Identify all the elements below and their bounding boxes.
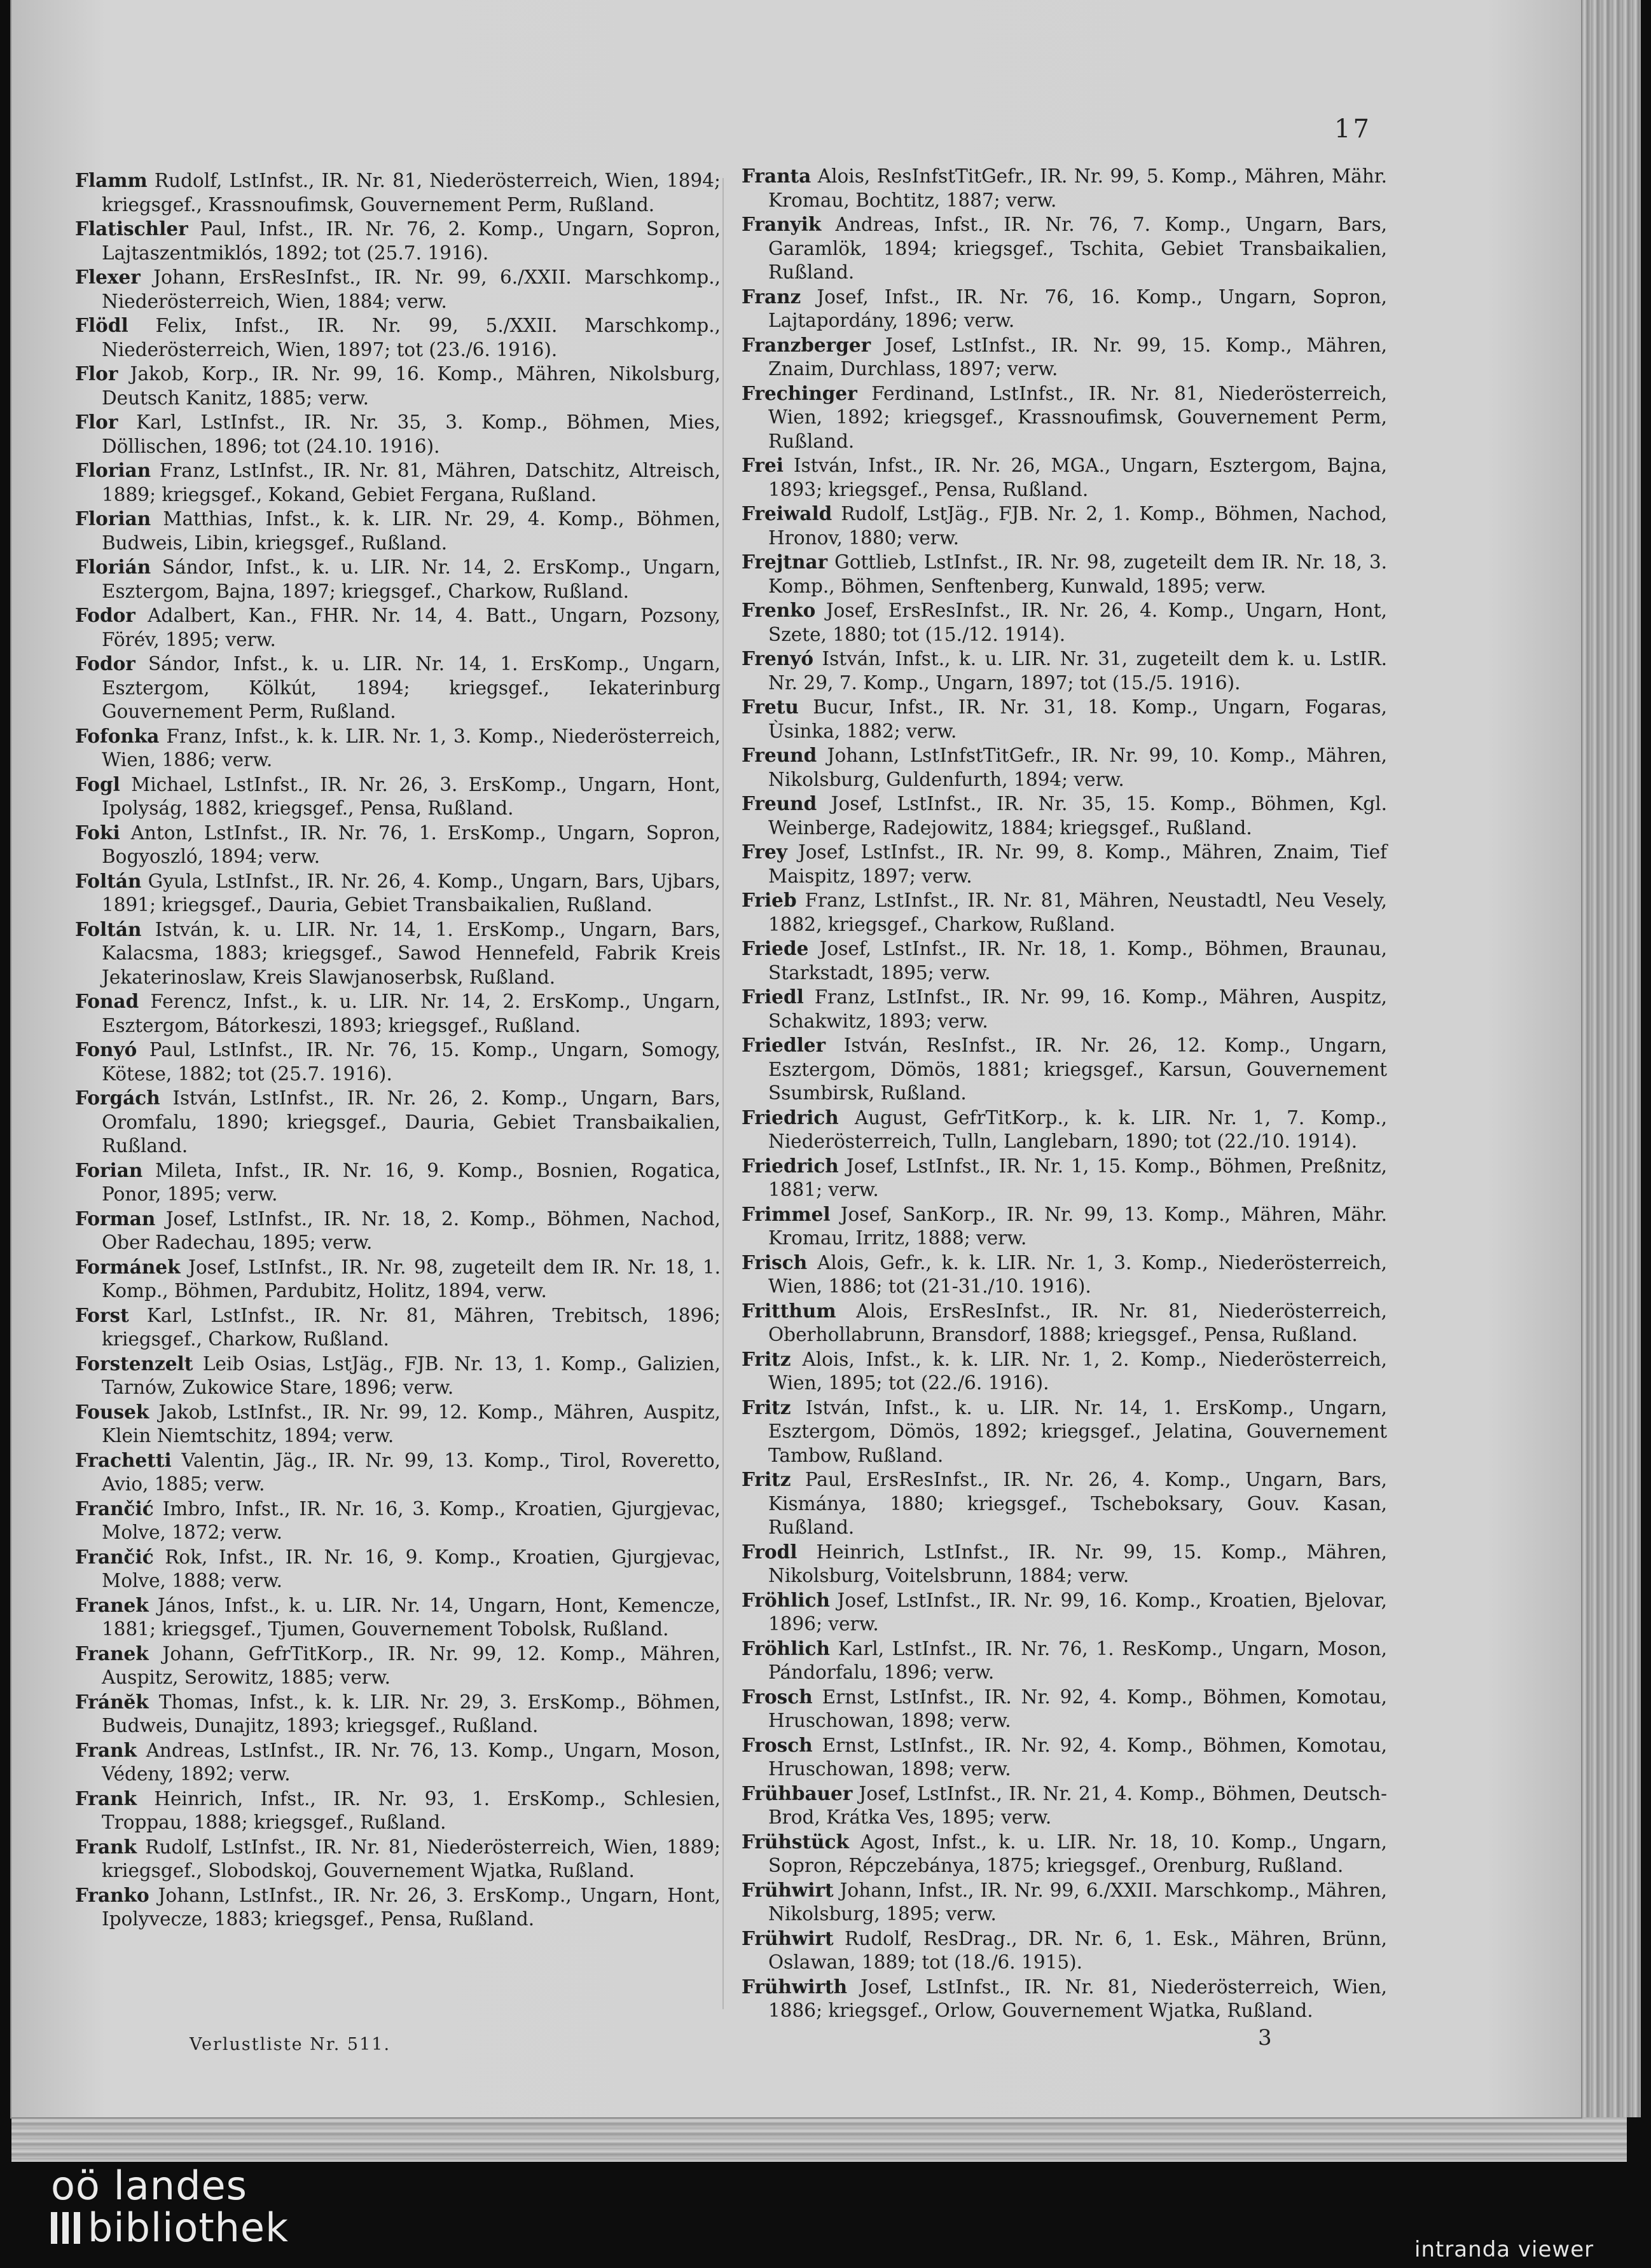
entry-details: Josef, LstInfst., IR. Nr. 21, 4. Komp., Böhmen, Deutsch-Brod, Krátka Ves, 1895; verw. xyxy=(768,1782,1387,1828)
entry-surname: Frank xyxy=(75,1835,137,1858)
entry-surname: Fousek xyxy=(75,1400,149,1423)
entry-surname: Fritthum xyxy=(742,1299,836,1322)
list-entry xyxy=(742,1033,1387,1106)
entry-surname: Flor xyxy=(75,362,118,385)
column-divider xyxy=(722,178,724,2009)
list-entry xyxy=(742,1637,1387,1685)
entry-surname: Fröhlich xyxy=(742,1588,830,1611)
list-entry xyxy=(75,1787,721,1835)
entry-surname: Flexer xyxy=(75,266,141,288)
viewer-brand-label: intranda viewer xyxy=(1414,2237,1594,2262)
list-entry xyxy=(742,1202,1387,1251)
entry-surname: Frühstück xyxy=(742,1830,849,1853)
entry-surname: Frechinger xyxy=(742,381,857,404)
entry-surname: Frank xyxy=(75,1787,137,1810)
entry-details: Sándor, Infst., k. u. LIR. Nr. 14, 2. ErsKomp., Ungarn, Esztergom, Bajna, 1897; kriegsgef., Charkow, Rußland. xyxy=(102,556,721,602)
list-entry xyxy=(742,840,1387,888)
entry-surname: Frosch xyxy=(742,1685,813,1708)
list-entry xyxy=(742,1927,1387,1975)
list-entry xyxy=(742,453,1387,502)
entry-surname: Fröhlich xyxy=(742,1637,830,1660)
entry-details: Mileta, Infst., IR. Nr. 16, 9. Komp., Bosnien, Rogatica, Ponor, 1895; verw. xyxy=(102,1159,721,1205)
entry-surname: Friedl xyxy=(742,986,804,1008)
entry-details: Thomas, Infst., k. k. LIR. Nr. 29, 3. ErsKomp., Böhmen, Budweis, Dunajitz, 1893; kriegsgef., Rußland. xyxy=(102,1691,721,1736)
entry-surname: Frančić xyxy=(75,1497,154,1520)
list-entry xyxy=(742,1975,1387,2023)
entry-surname: Fretu xyxy=(742,696,799,718)
entry-details: Paul, Infst., IR. Nr. 76, 2. Komp., Ungarn, Sopron, Lajtaszentmiklós, 1892; tot (25.7. 1916). xyxy=(102,218,721,264)
entry-details: Johann, Infst., IR. Nr. 99, 6./XXII. Marschkomp., Mähren, Nikolsburg, 1895; verw. xyxy=(768,1879,1387,1925)
entry-details: Adalbert, Kan., FHR. Nr. 14, 4. Batt., Ungarn, Pozsony, Förév, 1895; verw. xyxy=(102,605,721,650)
entry-details: Alois, ResInfstTitGefr., IR. Nr. 99, 5. Komp., Mähren, Mähr. Kromau, Bochtitz, 1887; verw. xyxy=(768,165,1387,211)
entry-details: Franz, LstInfst., IR. Nr. 81, Mähren, Datschitz, Altreisch, 1889; kriegsgef., Kokand, Gebiet Fergana, Rußland. xyxy=(102,460,721,505)
list-entry xyxy=(742,647,1387,695)
list-entry xyxy=(742,1467,1387,1540)
list-entry xyxy=(75,1545,721,1593)
list-entry xyxy=(75,869,721,918)
entry-details: Felix, Infst., IR. Nr. 99, 5./XXII. Marschkomp., Niederösterreich, Wien, 1897; tot (23./6. 1916). xyxy=(102,315,721,361)
entry-surname: Formánek xyxy=(75,1255,181,1278)
list-entry xyxy=(742,743,1387,792)
list-entry xyxy=(742,550,1387,598)
entry-surname: Frühwirt xyxy=(742,1878,834,1901)
footer-sheet-number: 3 xyxy=(1258,2025,1272,2051)
entry-surname: Franko xyxy=(75,1883,149,1906)
entry-surname: Frank xyxy=(75,1738,137,1761)
entry-details: Johann, ErsResInfst., IR. Nr. 99, 6./XXII. Marschkomp., Niederösterreich, Wien, 1884; verw. xyxy=(102,266,721,312)
entry-surname: Forstenzelt xyxy=(75,1352,193,1375)
list-entry xyxy=(742,164,1387,212)
entry-details: Josef, LstInfst., IR. Nr. 99, 16. Komp., Kroatien, Bjelovar, 1896; verw. xyxy=(768,1589,1387,1635)
list-entry xyxy=(75,217,721,265)
list-entry xyxy=(742,598,1387,647)
list-entry xyxy=(742,381,1387,454)
entry-details: August, GefrTitKorp., k. k. LIR. Nr. 1, 7. Komp., Niederösterreich, Tulln, Langlebarn, 1890; tot (22./10. 1914). xyxy=(768,1106,1387,1152)
entry-details: Franz, LstInfst., IR. Nr. 99, 16. Komp., Mähren, Auspitz, Schakwitz, 1893; verw. xyxy=(768,986,1387,1032)
entry-surname: Franz xyxy=(742,285,801,308)
entry-details: Jakob, Korp., IR. Nr. 99, 16. Komp., Mähren, Nikolsburg, Deutsch Kanitz, 1885; verw. xyxy=(102,363,721,409)
entry-details: Ernst, LstInfst., IR. Nr. 92, 4. Komp., Böhmen, Komotau, Hruschowan, 1898; verw. xyxy=(768,1734,1387,1780)
entry-surname: Freund xyxy=(742,792,817,814)
list-entry xyxy=(742,1251,1387,1299)
entry-surname: Fritz xyxy=(742,1347,791,1370)
list-entry xyxy=(75,458,721,507)
entry-surname: Frachetti xyxy=(75,1448,172,1471)
entry-details: Karl, LstInfst., IR. Nr. 81, Mähren, Trebitsch, 1896; kriegsgef., Charkow, Rußland. xyxy=(102,1304,721,1350)
list-entry xyxy=(75,265,721,313)
entry-details: Josef, LstInfst., IR. Nr. 81, Niederösterreich, Wien, 1886; kriegsgef., Orlow, Gouvernement Wjatka, Rußland. xyxy=(768,1976,1387,2021)
entry-details: Paul, ErsResInfst., IR. Nr. 26, 4. Komp., Ungarn, Bars, Kismánya, 1880; kriegsgef., Tscheboksary, Gouv. Kasan, Rußland. xyxy=(768,1469,1387,1538)
entry-details: Heinrich, Infst., IR. Nr. 93, 1. ErsKomp., Schlesien, Troppau, 1888; kriegsgef., Rußland. xyxy=(102,1787,721,1833)
entry-surname: Franek xyxy=(75,1642,149,1665)
entry-surname: Frejtnar xyxy=(742,551,828,573)
entry-surname: Forman xyxy=(75,1207,156,1230)
entry-details: Gyula, LstInfst., IR. Nr. 26, 4. Komp., Ungarn, Bars, Ujbars, 1891; kriegsgef., Dauria, Gebiet Transbaikalien, Rußland. xyxy=(102,870,721,916)
logo-line-1: oö landes xyxy=(51,2162,247,2209)
entry-details: Josef, LstInfst., IR. Nr. 99, 15. Komp., Mähren, Znaim, Durchlass, 1897; verw. xyxy=(768,334,1387,380)
list-entry xyxy=(75,724,721,773)
entry-surname: Frei xyxy=(742,454,784,476)
list-entry xyxy=(742,888,1387,937)
entry-surname: Fritz xyxy=(742,1396,791,1419)
list-entry xyxy=(742,1540,1387,1588)
list-entry xyxy=(75,313,721,362)
entry-details: Johann, GefrTitKorp., IR. Nr. 99, 12. Komp., Mähren, Auspitz, Serowitz, 1885; verw. xyxy=(102,1642,721,1688)
entry-details: Leib Osias, LstJäg., FJB. Nr. 13, 1. Komp., Galizien, Tarnów, Zukowice Stare, 1896; verw. xyxy=(102,1352,721,1398)
list-entry xyxy=(742,937,1387,985)
entry-details: Rudolf, LstInfst., IR. Nr. 81, Niederösterreich, Wien, 1894; kriegsgef., Krassnoufimsk, Gouvernement Perm, Rußland. xyxy=(102,170,721,216)
entry-details: Karl, LstInfst., IR. Nr. 35, 3. Komp., Böhmen, Mies, Döllischen, 1896; tot (24.10. 1916). xyxy=(102,411,721,457)
entry-details: Josef, LstInfst., IR. Nr. 1, 15. Komp., Böhmen, Preßnitz, 1881; verw. xyxy=(768,1155,1387,1200)
entry-details: Paul, LstInfst., IR. Nr. 76, 15. Komp., Ungarn, Somogy, Kötese, 1882; tot (25.7. 1916). xyxy=(102,1039,721,1085)
entry-surname: Frühbauer xyxy=(742,1782,853,1804)
list-entry xyxy=(742,1154,1387,1202)
page-stack-edge xyxy=(1571,0,1641,2117)
list-entry xyxy=(75,1158,721,1207)
entry-surname: Flor xyxy=(75,411,118,433)
list-entry xyxy=(75,1690,721,1738)
entry-surname: Fodor xyxy=(75,604,135,626)
entry-details: Ferencz, Infst., k. u. LIR. Nr. 14, 2. ErsKomp., Ungarn, Esztergom, Bátorkeszi, 1893; kriegsgef., Rußland. xyxy=(102,991,721,1036)
list-entry xyxy=(75,1207,721,1255)
entry-details: Heinrich, LstInfst., IR. Nr. 99, 15. Komp., Mähren, Nikolsburg, Voitelsbrunn, 1884; verw. xyxy=(768,1541,1387,1586)
entry-details: Josef, Infst., IR. Nr. 76, 16. Komp., Ungarn, Sopron, Lajtapordány, 1896; verw. xyxy=(768,285,1387,331)
logo-bars-icon xyxy=(51,2212,81,2244)
list-entry xyxy=(75,1255,721,1303)
list-entry xyxy=(75,773,721,821)
entry-surname: Foki xyxy=(75,821,120,844)
list-entry xyxy=(75,652,721,724)
list-entry xyxy=(742,1878,1387,1927)
entry-surname: Forst xyxy=(75,1303,129,1326)
entry-surname: Fritz xyxy=(742,1468,791,1490)
entry-details: Rok, Infst., IR. Nr. 16, 9. Komp., Kroatien, Gjurgjevac, Molve, 1888; verw. xyxy=(102,1546,721,1591)
entry-details: Sándor, Infst., k. u. LIR. Nr. 14, 1. ErsKomp., Ungarn, Esztergom, Kölkút, 1894; kriegsgef., Iekaterinburg Gouvernement Perm, Rußland. xyxy=(102,653,721,722)
entry-surname: Frühwirt xyxy=(742,1927,834,1949)
list-entry xyxy=(742,1588,1387,1637)
entry-details: Anton, LstInfst., IR. Nr. 76, 1. ErsKomp., Ungarn, Sopron, Bogyoszló, 1894; verw. xyxy=(102,821,721,867)
list-entry xyxy=(75,507,721,555)
entry-surname: Franyik xyxy=(742,213,822,235)
entry-details: Alois, Infst., k. k. LIR. Nr. 1, 2. Komp., Niederösterreich, Wien, 1895; tot (22./6. 1916). xyxy=(768,1348,1387,1394)
entry-details: Imbro, Infst., IR. Nr. 16, 3. Komp., Kroatien, Gjurgjevac, Molve, 1872; verw. xyxy=(102,1497,721,1543)
entry-details: Bucur, Infst., IR. Nr. 31, 18. Komp., Ungarn, Fogaras, Ùsinka, 1882; verw. xyxy=(768,696,1387,742)
entry-surname: Freund xyxy=(742,744,817,766)
entry-details: István, Infst., k. u. LIR. Nr. 31, zugeteilt dem k. u. LstIR. Nr. 29, 7. Komp., Ungarn, 1897; tot (15./5. 1916). xyxy=(768,648,1387,694)
library-logo[interactable] xyxy=(51,2162,289,2251)
list-entry xyxy=(742,695,1387,743)
entry-details: Alois, ErsResInfst., IR. Nr. 81, Niederösterreich, Oberhollabrunn, Bransdorf, 1888; kriegsgef., Pensa, Rußland. xyxy=(768,1300,1387,1345)
logo-line-2: bibliothek xyxy=(88,2204,289,2251)
entry-details: János, Infst., k. u. LIR. Nr. 14, Ungarn, Hont, Kemencze, 1881; kriegsgef., Tjumen, Gouvernement Tobolsk, Rußland. xyxy=(102,1594,721,1640)
list-entry xyxy=(75,821,721,869)
entry-surname: Frey xyxy=(742,841,787,863)
list-entry xyxy=(75,918,721,990)
entry-surname: Flatischler xyxy=(75,217,188,240)
list-entry xyxy=(742,212,1387,285)
list-entry xyxy=(75,1642,721,1690)
entry-surname: Fránĕk xyxy=(75,1690,149,1713)
scanned-page xyxy=(11,0,1581,2117)
entry-surname: Franta xyxy=(742,165,812,187)
entry-details: Josef, LstInfst., IR. Nr. 35, 15. Komp., Böhmen, Kgl. Weinberge, Radejowitz, 1884; kriegsgef., Rußland. xyxy=(768,793,1387,839)
entry-surname: Flamm xyxy=(75,169,148,191)
entry-surname: Frosch xyxy=(742,1733,813,1756)
entry-details: Rudolf, ResDrag., DR. Nr. 6, 1. Esk., Mähren, Brünn, Oslawan, 1889; tot (18./6. 1915). xyxy=(768,1927,1387,1973)
entry-details: István, LstInfst., IR. Nr. 26, 2. Komp., Ungarn, Bars, Oromfalu, 1890; kriegsgef., Dauria, Gebiet Transbaikalien, Rußland. xyxy=(102,1087,721,1157)
list-entry xyxy=(742,1733,1387,1782)
entry-surname: Foltán xyxy=(75,869,142,892)
list-entry xyxy=(75,1038,721,1086)
right-column xyxy=(742,164,1387,2023)
entry-details: Johann, LstInfst., IR. Nr. 26, 3. ErsKomp., Ungarn, Hont, Ipolyvecze, 1883; kriegsgef., Pensa, Rußland. xyxy=(102,1884,721,1930)
list-entry xyxy=(742,1299,1387,1347)
entry-details: Valentin, Jäg., IR. Nr. 99, 13. Komp., Tirol, Roveretto, Avio, 1885; verw. xyxy=(102,1449,721,1495)
entry-surname: Frühwirth xyxy=(742,1975,848,1998)
entry-surname: Frenyó xyxy=(742,647,814,670)
entry-details: Karl, LstInfst., IR. Nr. 76, 1. ResKomp., Ungarn, Moson, Pándorfalu, 1896; verw. xyxy=(768,1637,1387,1683)
list-entry xyxy=(742,1396,1387,1468)
list-entry xyxy=(75,1883,721,1932)
list-entry xyxy=(742,985,1387,1033)
left-column xyxy=(75,168,721,1932)
entry-details: Josef, LstInfst., IR. Nr. 99, 8. Komp., Mähren, Znaim, Tief Maispitz, 1897; verw. xyxy=(768,841,1387,887)
entry-details: Ferdinand, LstInfst., IR. Nr. 81, Niederösterreich, Wien, 1892; kriegsgef., Krassnoufimsk, Gouvernement Perm, Rußland. xyxy=(768,382,1387,452)
entry-details: Franz, LstInfst., IR. Nr. 81, Mähren, Neustadtl, Neu Vesely, 1882, kriegsgef., Charkow, Rußland. xyxy=(768,890,1387,935)
entry-surname: Frenko xyxy=(742,599,816,621)
entry-details: Rudolf, LstJäg., FJB. Nr. 2, 1. Komp., Böhmen, Nachod, Hronov, 1880; verw. xyxy=(768,503,1388,549)
entry-details: Rudolf, LstInfst., IR. Nr. 81, Niederösterreich, Wien, 1889; kriegsgef., Slobodskoj, Gouvernement Wjatka, Rußland. xyxy=(102,1836,721,1881)
entry-surname: Fodor xyxy=(75,652,135,675)
list-entry xyxy=(75,1448,721,1497)
footer-list-number: Verlustliste Nr. 511. xyxy=(190,2035,391,2054)
entry-details: Josef, LstInfst., IR. Nr. 18, 2. Komp., Böhmen, Nachod, Ober Radechau, 1895; verw. xyxy=(102,1207,721,1253)
entry-surname: Forgách xyxy=(75,1087,160,1109)
entry-details: Agost, Infst., k. u. LIR. Nr. 18, 10. Komp., Ungarn, Sopron, Répczebánya, 1875; kriegsgef., Orenburg, Rußland. xyxy=(768,1831,1387,1876)
list-entry xyxy=(742,502,1387,550)
entry-details: István, Infst., IR. Nr. 26, MGA., Ungarn, Esztergom, Bajna, 1893; kriegsgef., Pensa, Rußland. xyxy=(768,455,1387,500)
list-entry xyxy=(75,1497,721,1545)
entry-surname: Foltán xyxy=(75,918,142,940)
entry-details: István, k. u. LIR. Nr. 14, 1. ErsKomp., Ungarn, Bars, Kalacsma, 1883; kriegsgef., Sawod Hennefeld, Fabrik Kreis Jekaterinoslaw, Kreis Slawjanoserbsk, Rußland. xyxy=(102,918,721,988)
entry-surname: Frimmel xyxy=(742,1202,831,1225)
entry-surname: Flödl xyxy=(75,314,128,336)
list-entry xyxy=(742,1830,1387,1878)
entry-details: Josef, SanKorp., IR. Nr. 99, 13. Komp., Mähren, Mähr. Kromau, Irritz, 1888; verw. xyxy=(768,1203,1387,1249)
entry-details: Michael, LstInfst., IR. Nr. 26, 3. ErsKomp., Ungarn, Hont, Ipolyság, 1882, kriegsgef., Pensa, Rußland. xyxy=(102,773,721,819)
entry-surname: Franzberger xyxy=(742,333,871,356)
entry-details: Ernst, LstInfst., IR. Nr. 92, 4. Komp., Böhmen, Komotau, Hruschowan, 1898; verw. xyxy=(768,1686,1387,1731)
entry-surname: Fonad xyxy=(75,990,139,1012)
list-entry xyxy=(75,362,721,410)
entry-surname: Florián xyxy=(75,556,151,578)
entry-surname: Forian xyxy=(75,1158,143,1181)
entry-details: Andreas, LstInfst., IR. Nr. 76, 13. Komp., Ungarn, Moson, Védeny, 1892; verw. xyxy=(102,1739,721,1785)
list-entry xyxy=(75,1086,721,1158)
list-entry xyxy=(75,1352,721,1400)
entry-surname: Friedrich xyxy=(742,1106,839,1129)
list-entry xyxy=(75,168,721,217)
list-entry xyxy=(75,1593,721,1642)
list-entry xyxy=(75,410,721,458)
list-entry xyxy=(75,555,721,603)
entry-surname: Fogl xyxy=(75,773,120,795)
logo-line-2-row xyxy=(51,2204,289,2251)
entry-details: Johann, LstInfstTitGefr., IR. Nr. 99, 10. Komp., Mähren, Nikolsburg, Guldenfurth, 1894; verw. xyxy=(768,745,1387,790)
entry-surname: Fofonka xyxy=(75,724,160,747)
entry-details: Josef, LstInfst., IR. Nr. 18, 1. Komp., Böhmen, Braunau, Starkstadt, 1895; verw. xyxy=(768,938,1387,984)
entry-details: Matthias, Infst., k. k. LIR. Nr. 29, 4. Komp., Böhmen, Budweis, Libin, kriegsgef., Rußland. xyxy=(102,508,721,554)
entry-surname: Fonyó xyxy=(75,1038,137,1061)
entry-surname: Friede xyxy=(742,937,809,959)
list-entry xyxy=(75,1835,721,1883)
list-entry xyxy=(742,1347,1387,1396)
entry-details: Jakob, LstInfst., IR. Nr. 99, 12. Komp., Mähren, Auspitz, Klein Niemtschitz, 1894; verw. xyxy=(102,1401,721,1447)
list-entry xyxy=(75,603,721,652)
entry-details: Andreas, Infst., IR. Nr. 76, 7. Komp., Ungarn, Bars, Garamlök, 1894; kriegsgef., Tschita, Gebiet Transbaikalien, Rußland. xyxy=(768,214,1387,283)
entry-details: Josef, ErsResInfst., IR. Nr. 26, 4. Komp., Ungarn, Hont, Szete, 1880; tot (15./12. 1914). xyxy=(768,600,1387,645)
list-entry xyxy=(75,1738,721,1787)
entry-surname: Freiwald xyxy=(742,502,832,525)
entry-surname: Friedrich xyxy=(742,1154,839,1177)
entry-surname: Friedler xyxy=(742,1034,826,1056)
entry-surname: Florian xyxy=(75,459,151,481)
entry-details: Alois, Gefr., k. k. LIR. Nr. 1, 3. Komp., Niederösterreich, Wien, 1886; tot (21-31./10. 1916). xyxy=(768,1251,1387,1297)
entry-details: Gottlieb, LstInfst., IR. Nr. 98, zugeteilt dem IR. Nr. 18, 3. Komp., Böhmen, Senftenberg, Kunwald, 1895; verw. xyxy=(768,551,1387,597)
entry-surname: Frisch xyxy=(742,1251,808,1274)
entry-surname: Florian xyxy=(75,507,151,530)
entry-details: István, Infst., k. u. LIR. Nr. 14, 1. ErsKomp., Ungarn, Esztergom, Dömös, 1892; kriegsgef., Jelatina, Gouvernement Tambow, Rußland. xyxy=(768,1396,1387,1466)
list-entry xyxy=(75,989,721,1038)
list-entry xyxy=(742,333,1387,381)
entry-surname: Frieb xyxy=(742,889,797,911)
list-entry xyxy=(75,1400,721,1448)
page-number: 17 xyxy=(1334,114,1372,144)
list-entry xyxy=(742,1106,1387,1154)
entry-surname: Franek xyxy=(75,1593,149,1616)
entry-details: István, ResInfst., IR. Nr. 26, 12. Komp., Ungarn, Esztergom, Dömös, 1881; kriegsgef., Karsun, Gouvernement Ssumbirsk, Rußland. xyxy=(768,1034,1387,1104)
list-entry xyxy=(75,1303,721,1352)
list-entry xyxy=(742,285,1387,333)
list-entry xyxy=(742,1782,1387,1830)
entry-details: Franz, Infst., k. k. LIR. Nr. 1, 3. Komp., Niederösterreich, Wien, 1886; verw. xyxy=(102,725,721,771)
entry-surname: Frančić xyxy=(75,1545,154,1568)
entry-surname: Frodl xyxy=(742,1540,798,1563)
list-entry xyxy=(742,1685,1387,1733)
list-entry xyxy=(742,792,1387,840)
entry-details: Josef, LstInfst., IR. Nr. 98, zugeteilt dem IR. Nr. 18, 1. Komp., Böhmen, Pardubitz, Holitz, 1894, verw. xyxy=(102,1256,721,1302)
